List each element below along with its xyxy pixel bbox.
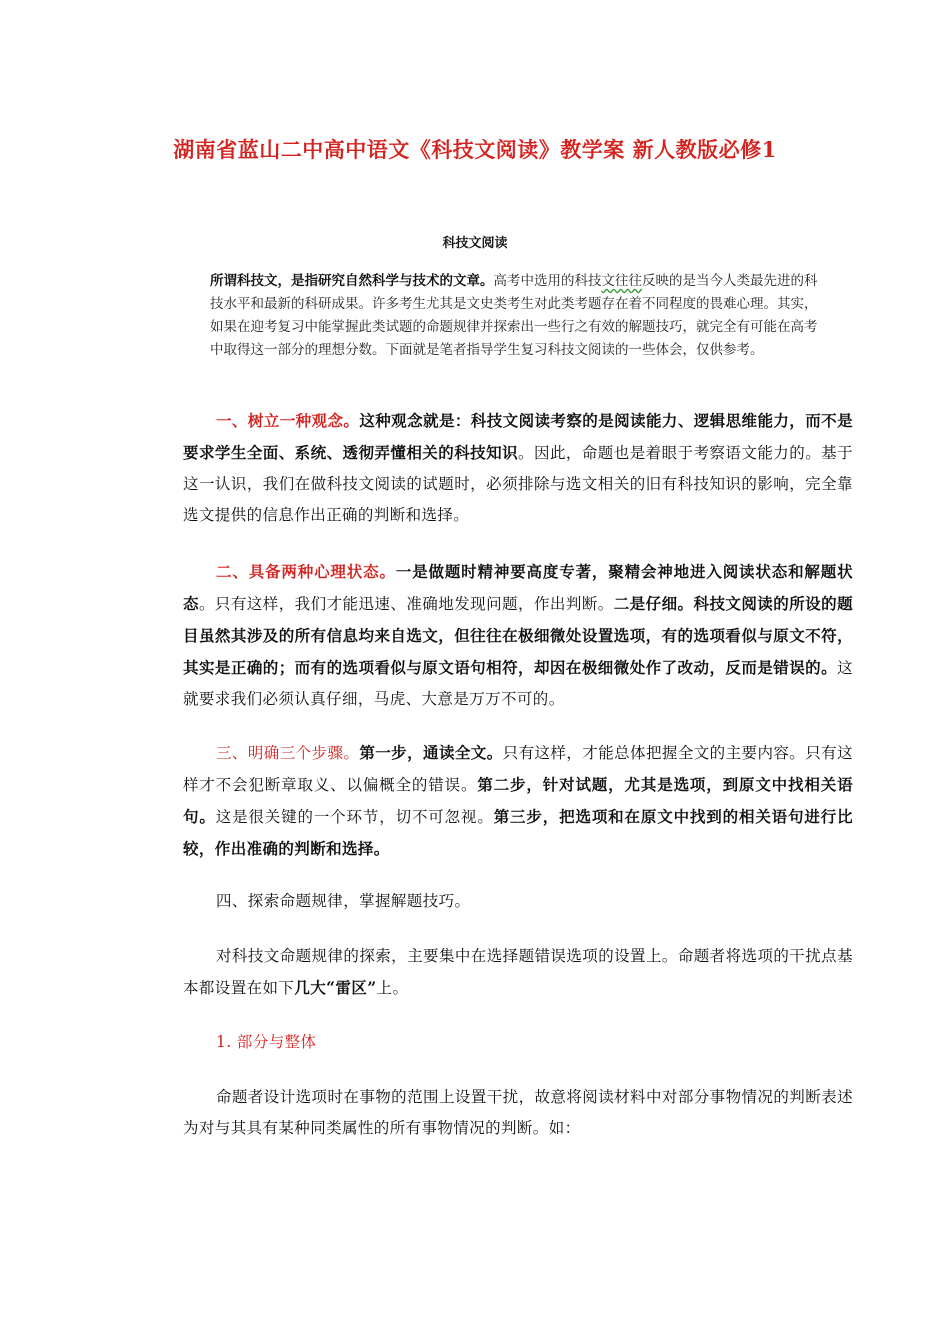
intro-text-1: 高考中选用的科技 — [493, 273, 602, 289]
section-2-heading: 二、具备两种心理状态。 — [216, 562, 396, 581]
point-1-text: 命题者设计选项时在事物的范围上设置干扰，故意将阅读材料中对部分事物情况的判断表述为对与其具有某种同类属性的所有事物情况的判断。如： — [183, 1088, 853, 1137]
section-3-paragraph — [183, 737, 853, 865]
section-5-text-2: 上。 — [376, 979, 409, 997]
section-4-text: 四、探索命题规律，掌握解题技巧。 — [216, 892, 471, 910]
section-1-heading: 一、树立一种观念。 — [216, 411, 360, 430]
document-title: 湖南省蓝山二中高中语文《科技文阅读》教学案 新人教版必修1 — [173, 137, 777, 162]
section-3-bold-3: 第三步，把选项和在原文中找到的相关语句进行比较，作出准确的判断和选择。 — [183, 807, 853, 858]
section-2-paragraph — [183, 556, 853, 715]
section-5-bold: 几大“雷区” — [294, 978, 377, 997]
section-5-text-1: 对科技文命题规律的探索，主要集中在选择题错误选项的设置上。命题者将选项的干扰点基本都设置在如下 — [183, 947, 853, 997]
section-2-text-2: 这就要求我们必须认真仔细，马虎、大意是万万不可的。 — [183, 659, 853, 708]
section-1-bold: 这种观念就是：科技文阅读考察的是阅读能力、逻辑思维能力，而不是要求学生全面、系统、透彻弄懂相关的科技知识 — [183, 411, 853, 462]
section-3-heading: 三、明确三个步骤。 — [216, 744, 360, 762]
point-1-heading-paragraph — [183, 1027, 853, 1058]
section-3-bold-1: 第一步，通读全文。 — [359, 743, 503, 762]
section-4-paragraph — [183, 886, 853, 917]
intro-spellcheck-text: 文往往 — [601, 273, 642, 289]
section-2-bold-2: 二是仔细。科技文阅读的所设的题目虽然其涉及的所有信息均来自选文，但往往在极细微处设置选项，有的选项看似与原文不符，其实是正确的；而有的选项看似与原文语句相符，却因在极细微处作了改动，反而是错误的。 — [183, 594, 853, 677]
intro-text-2: 反映的是当今人类最先进的科技水平和最新的科研成果。许多考生尤其是文史类考生对此类考题存在着不同程度的畏难心理。其实，如果在迎考复习中能掌握此类试题的命题规律并探索出一些行之有效的解题技巧，就完全有可能在高考中取得这一部分的理想分数。下面就是笔者指导学生复习科技文阅读的一些体会，仅供参考。 — [210, 273, 818, 358]
section-1-paragraph — [183, 405, 853, 531]
section-3-bold-2: 第二步，针对试题，尤其是选项，到原文中找相关语句。 — [183, 775, 853, 826]
section-2-text-1: 。只有这样，我们才能迅速、准确地发现问题，作出判断。 — [198, 595, 614, 613]
section-1-text: 。因此，命题也是着眼于考察语文能力的。基于这一认识，我们在做科技文阅读的试题时，必须排除与选文相关的旧有科技知识的影响，完全靠选文提供的信息作出正确的判断和选择。 — [183, 444, 853, 524]
section-3-text-1: 只有这样，才能总体把握全文的主要内容。只有这样才不会犯断章取义、以偏概全的错误。 — [183, 744, 853, 794]
section-2-bold-1: 一是做题时精神要高度专著，聚精会神地进入阅读状态和解题状态 — [183, 562, 854, 613]
intro-paragraph — [210, 270, 820, 362]
point-1-paragraph — [183, 1082, 853, 1144]
document-subtitle: 科技文阅读 — [442, 236, 508, 251]
section-3-text-2: 这是很关键的一个环节，切不可忽视。 — [215, 808, 494, 826]
section-5-paragraph — [183, 941, 853, 1004]
intro-lead: 所谓科技文，是指研究自然科学与技术的文章。 — [210, 273, 494, 289]
point-1-heading: 1. 部分与整体 — [216, 1033, 317, 1051]
